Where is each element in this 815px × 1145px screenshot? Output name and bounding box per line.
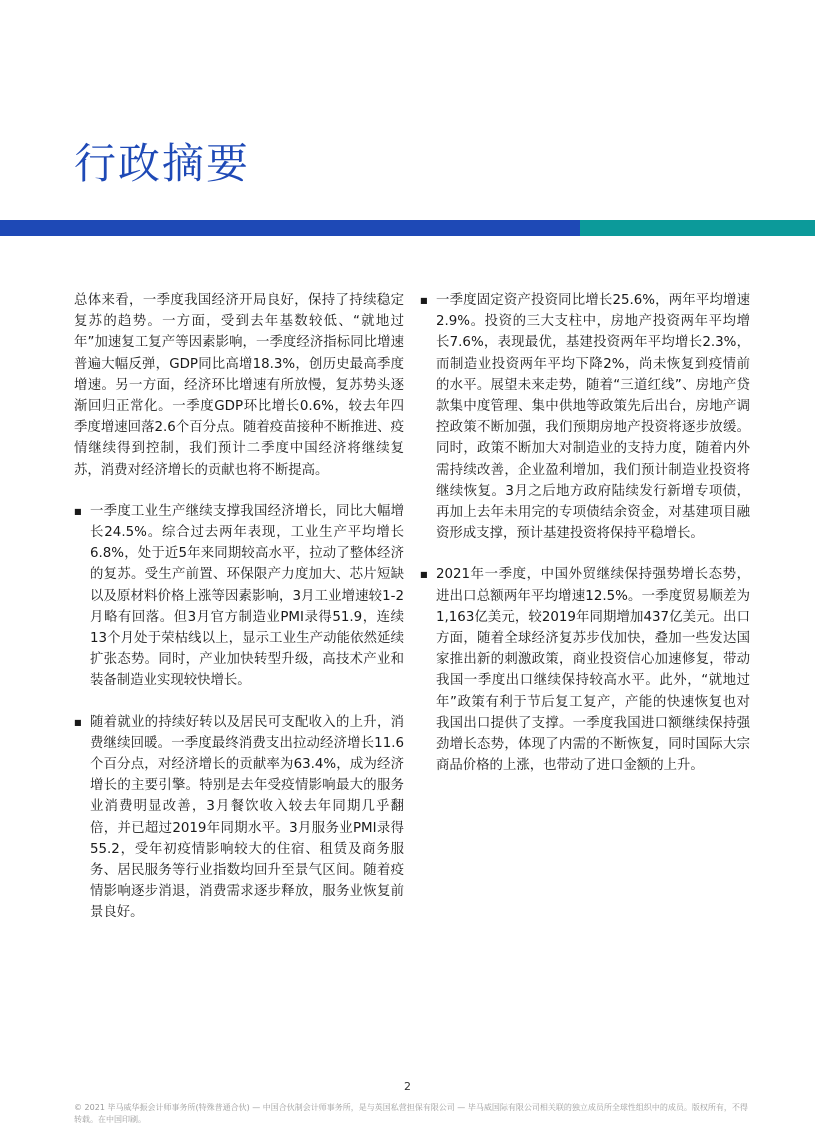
bullet-text: 一季度工业生产继续支撑我国经济增长，同比大幅增长24.5%。综合过去两年表现，工业生产平均增长6.8%，处于近5年来同期较高水平，拉动了整体经济的复苏。受生产前置、环保限产力度加大、芯片短缺以及原材料价格上涨等因素影响，3月工业增速较1-2月略有回落。但3月官方制造业PMI录得51.9，连续13个月处于荣枯线以上，显示工业生产动能依然延续扩张态势。同时，产业加快转型升级，高技术产业和装备制造业实现较快增长。 <box>90 503 404 689</box>
bullet-text: 一季度固定资产投资同比增长25.6%，两年平均增速2.9%。投资的三大支柱中，房地产投资两年平均增长7.6%，表现最优，基建投资两年平均增长2.3%，而制造业投资两年平均下降2%，尚未恢复到疫情前的水平。展望未来走势，随着“三道红线”、房地产贷款集中度管理、集中供地等政策先后出台，房地产调控政策不断加强，我们预期房地产投资将逐步放缓。同时，政策不断加大对制造业的支持力度，随着内外需持续改善，企业盈利增加，我们预计制造业投资将继续恢复。3月之后地方政府陆续发行新增专项债，再加上去年未用完的专项债结余资金，对基建项目融资形成支撑，预计基建投资将保持平稳增长。 <box>436 293 750 542</box>
bullet-item-consumption <box>74 712 404 924</box>
page-title: 行政摘要 <box>74 139 251 188</box>
header-bar-blue-segment <box>0 220 580 236</box>
header-color-bar <box>0 220 815 236</box>
footer-copyright: © 2021 毕马威华振会计师事务所(特殊普通合伙) — 中国合伙制会计师事务所，是与英国私营担保有限公司 — 毕马威国际有限公司相关联的独立成员所全球性组织中的成员。版权所有，不得转载。在中国印刷。 <box>74 1103 748 1124</box>
page-number: 2 <box>404 1080 411 1093</box>
bullet-text: 随着就业的持续好转以及居民可支配收入的上升，消费继续回暖。一季度最终消费支出拉动经济增长11.6个百分点，对经济增长的贡献率为63.4%，成为经济增长的主要引擎。特别是去年受疫情影响最大的服务业消费明显改善，3月餐饮收入较去年同期几乎翻倍，并已超过2019年同期水平。3月服务业PMI录得55.2，受年初疫情影响较大的住宿、租赁及商务服务、居民服务等行业指数均回升至景气区间。随着疫情影响逐步消退，消费需求逐步释放，服务业恢复前景良好。 <box>90 714 404 921</box>
bullet-item-trade <box>420 564 750 776</box>
bullet-square-icon: ■ <box>420 296 428 305</box>
bullet-item-industrial <box>74 501 404 692</box>
bullet-square-icon: ■ <box>420 570 428 580</box>
intro-paragraph: 总体来看，一季度我国经济开局良好，保持了持续稳定复苏的趋势。一方面，受到去年基数较低、“就地过年”加速复工复产等因素影响，一季度经济指标同比增速普遍大幅反弹，GDP同比高增18.3%，创历史最高季度增速。另一方面，经济环比增速有所放慢，复苏势头逐渐回归正常化。一季度GDP环比增长0.6%，较去年四季度增速回落2.6个百分点。随着疫苗接种不断推进、疫情继续得到控制，我们预计二季度中国经济将继续复苏，消费对经济增长的贡献也将不断提高。 <box>74 293 404 478</box>
right-column <box>420 290 750 796</box>
bullet-square-icon: ■ <box>74 717 82 727</box>
bullet-item-investment <box>420 290 750 544</box>
header-bar-teal-segment <box>580 220 815 236</box>
bullet-text: 2021年一季度，中国外贸继续保持强势增长态势，进出口总额两年平均增速12.5%。一季度贸易顺差为1,163亿美元，较2019年同期增加437亿美元。出口方面，随着全球经济复苏步伐加快，叠加一些发达国家推出新的刺激政策，商业投资信心加速修复，带动我国一季度出口继续保持较高水平。此外，“就地过年”政策有利于节后复工复产，产能的快速恢复也对我国出口提供了支撑。一季度我国进口额继续保持强劲增长态势，体现了内需的不断恢复，同时国际大宗商品价格的上涨，也带动了进口金额的上升。 <box>436 567 750 774</box>
left-column <box>74 290 404 944</box>
bullet-square-icon: ■ <box>74 506 82 516</box>
